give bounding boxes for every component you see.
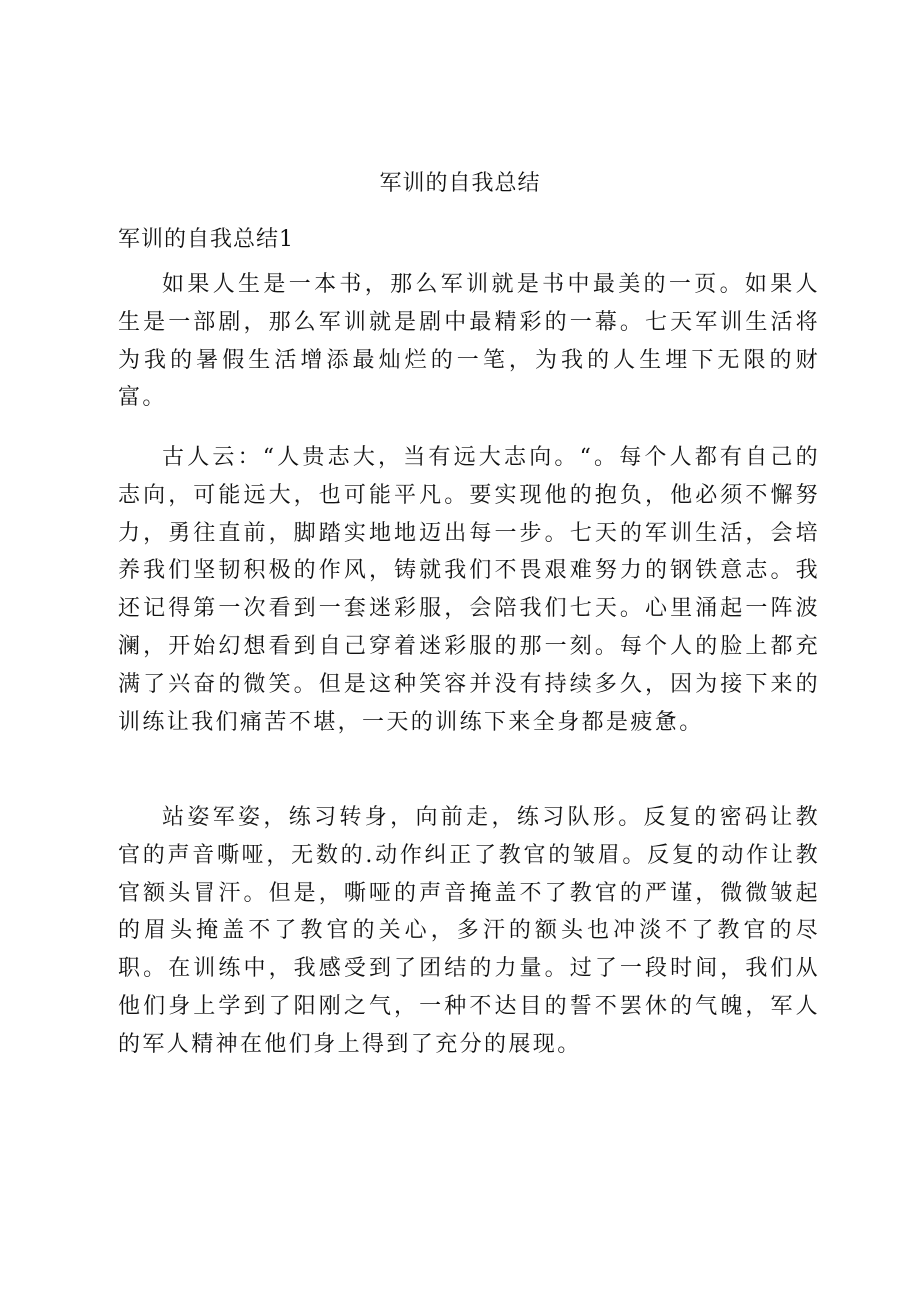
section-heading: 军训的自我总结1 — [118, 227, 294, 252]
paragraph-2: 古人云：“人贵志大，当有远大志向。“。每个人都有自己的志向，可能远大，也可能平凡。要实现他的抱负，他必须不懈努力，勇往直前，脚踏实地地迈出每一步。七天的军训生活，会培养我们坚韧积极的作风，铸就我们不畏艰难努力的钢铁意志。我还记得第一次看到一套迷彩服，会陪我们七天。心里涌起一阵波澜，开始幻想看到自己穿着迷彩服的那一刻。每个人的脸上都充满了兴奋的微笑。但是这种笑容并没有持续多久，因为接下来的训练让我们痛苦不堪，一天的训练下来全身都是疲惫。 — [118, 445, 820, 735]
paragraph-1: 如果人生是一本书，那么军训就是书中最美的一页。如果人生是一部剧，那么军训就是剧中最精彩的一幕。七天军训生活将为我的暑假生活增添最灿烂的一笔，为我的人生埋下无限的财富。 — [118, 272, 820, 411]
paragraph-3: 站姿军姿，练习转身，向前走，练习队形。反复的密码让教官的声音嘶哑，无数的.动作纠正了教官的皱眉。反复的动作让教官额头冒汗。但是，嘶哑的声音掩盖不了教官的严谨，微微皱起的眉头掩盖不了教官的关心，多汗的额头也冲淡不了教官的尽职。在训练中，我感受到了团结的力量。过了一段时间，我们从他们身上学到了阳刚之气，一种不达目的誓不罢休的气魄，军人的军人精神在他们身上得到了充分的展现。 — [118, 805, 820, 1057]
document-title: 军训的自我总结 — [379, 171, 541, 196]
